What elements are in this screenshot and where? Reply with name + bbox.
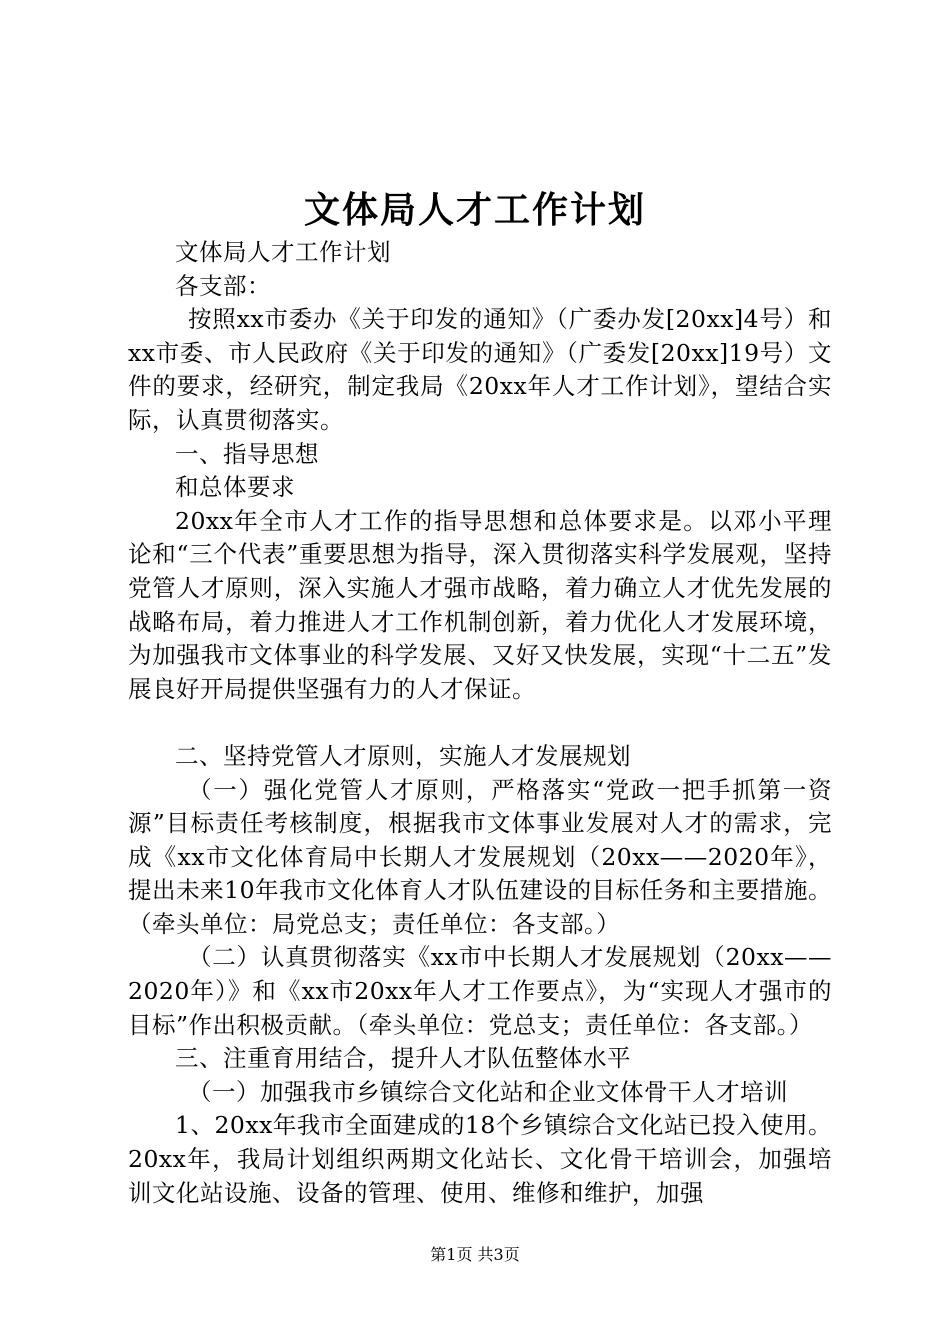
- document-body: [128, 236, 832, 1210]
- document-title: 文体局人才工作计划: [303, 189, 646, 231]
- subtitle-line: 文体局人才工作计划: [175, 238, 391, 266]
- item-3-1-1-paragraph: 1、20xx年我市全面建成的18个乡镇综合文化站已投入使用。20xx年，我局计划组织两期文化站长、文化骨干培训会，加强培训文化站设施、设备的管理、使用、维修和维护，加强: [128, 1111, 832, 1207]
- guiding-principles-paragraph: 20xx年全市人才工作的指导思想和总体要求是。以邓小平理论和“三个代表”重要思想为指导，深入贯彻落实科学发展观，坚持党管人才原则，深入实施人才强市战略，着力确立人才优先发展的战略布局，着力推进人才工作机制创新，着力优化人才发展环境，为加强我市文体事业的科学发展、又好又快发展，实现“十二五”发展良好开局提供坚强有力的人才保证。: [128, 506, 832, 703]
- page-number-footer: 第1页 共3页: [430, 1245, 520, 1264]
- blank-line: [128, 706, 832, 740]
- item-2-1-paragraph: （一）强化党管人才原则，严格落实“党政一把手抓第一资源”目标责任考核制度，根据我市文体事业发展对人才的需求，完成《xx市文化体育局中长期人才发展规划（20xx——2020年》，提出未来10年我市文化体育人才队伍建设的目标任务和主要措施。（牵头单位：局党总支；责任单位：各支部。）: [128, 775, 832, 938]
- intro-paragraph: 按照xx市委办《关于印发的通知》（广委办发[20xx]4号）和xx市委、市人民政府《关于印发的通知》（广委发[20xx]19号）文件的要求，经研究，制定我局《20xx年人才工作计划》，望结合实际，认真贯彻落实。: [128, 305, 832, 434]
- item-2-2-paragraph: （二）认真贯彻落实《xx市中长期人才发展规划（20xx——2020年）》和《xx市20xx年人才工作要点》，为“实现人才强市的目标”作出积极贡献。（牵头单位：党总支；责任单位：各支部。）: [128, 943, 832, 1039]
- section-heading-3: 三、注重育用结合，提升人才队伍整体水平: [175, 1044, 631, 1073]
- salutation: 各支部：: [175, 271, 271, 300]
- section-heading-2: 二、坚持党管人才原则，实施人才发展规划: [175, 741, 631, 770]
- section-heading-1-continued: 和总体要求: [175, 473, 295, 502]
- section-heading-1: 一、指导思想: [175, 439, 319, 468]
- item-3-1-heading: （一）加强我市乡镇综合文化站和企业文体骨干人才培训: [188, 1077, 788, 1106]
